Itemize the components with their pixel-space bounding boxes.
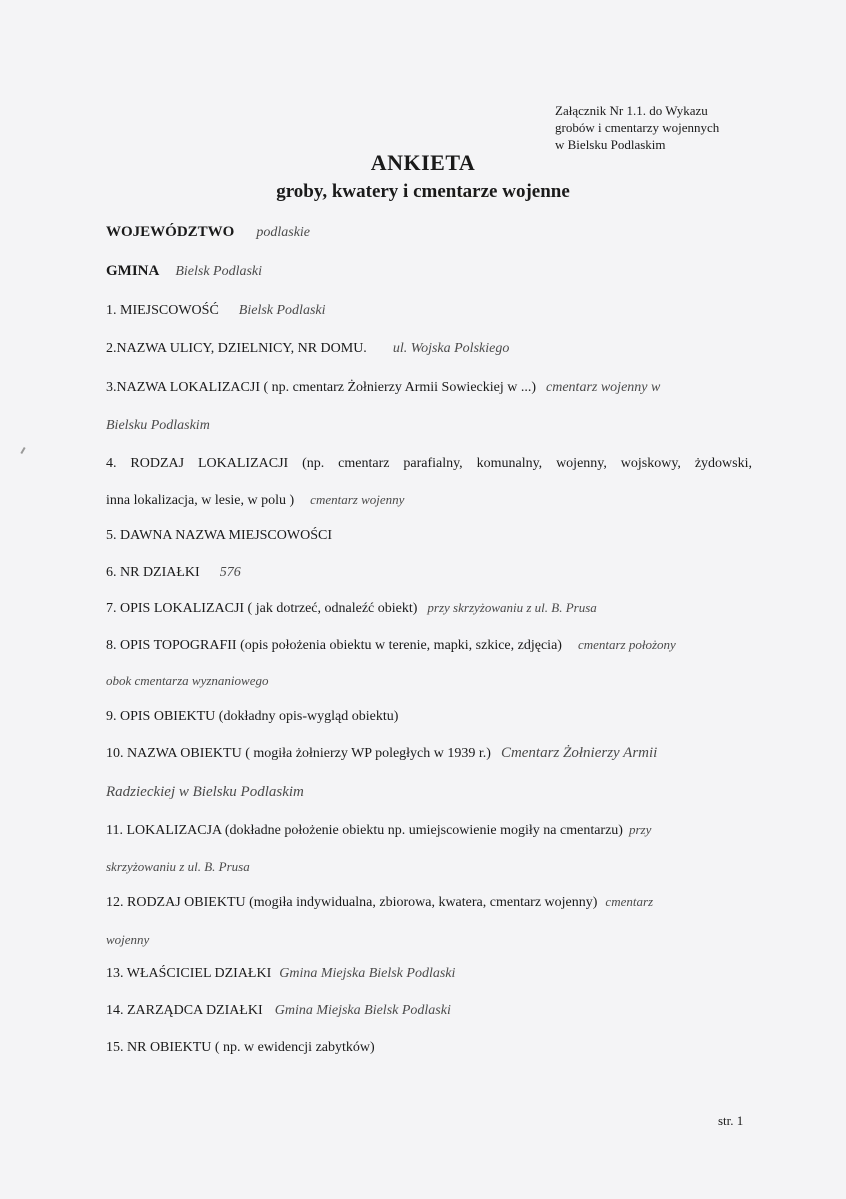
field-value: przy skrzyżowaniu z ul. B. Prusa [427, 600, 597, 615]
field-value-continuation: Radzieckiej w Bielsku Podlaskim [106, 784, 304, 800]
field-label: WOJEWÓDZTWO [106, 224, 235, 240]
field-label: 1. MIEJSCOWOŚĆ [106, 303, 219, 318]
field-miejscowosc [106, 303, 752, 319]
field-rodzaj-lokalizacji-line2 [106, 492, 752, 509]
field-value: Cmentarz Żołnierzy Armii [500, 745, 658, 761]
field-label: 5. DAWNA NAZWA MIEJSCOWOŚCI [106, 528, 332, 543]
field-label: inna lokalizacja, w lesie, w polu ) [106, 493, 295, 508]
field-label: 13. WŁAŚCICIEL DZIAŁKI [106, 966, 272, 981]
document-title: ANKIETA [370, 150, 476, 175]
field-nr-dzialki [106, 565, 752, 581]
field-value: cmentarz [605, 894, 654, 909]
field-label: 12. RODZAJ OBIEKTU (mogiła indywidualna, zbiorowa, kwatera, cmentarz wojenny) [106, 895, 598, 910]
field-value-continuation: skrzyżowaniu z ul. B. Prusa [106, 859, 250, 874]
field-nr-obiektu [106, 1040, 752, 1056]
field-dawna-nazwa [106, 528, 752, 544]
field-label: 3.NAZWA LOKALIZACJI ( np. cmentarz Żołnierzy Armii Sowieckiej w ...) [106, 380, 537, 395]
field-value: cmentarz położony [577, 637, 676, 652]
field-opis-obiektu [106, 709, 752, 725]
field-label: 14. ZARZĄDCA DZIAŁKI [106, 1003, 263, 1018]
field-value: Bielsk Podlaski [175, 264, 263, 279]
field-label: 7. OPIS LOKALIZACJI ( jak dotrzeć, odnaleźć obiekt) [106, 601, 418, 616]
field-value: podlaskie [256, 225, 311, 240]
field-value-continuation: wojenny [106, 932, 150, 947]
annex-line: w Bielsku Podlaskim [555, 137, 666, 152]
field-wojewodztwo [106, 224, 752, 241]
field-label: 10. NAZWA OBIEKTU ( mogiła żołnierzy WP poległych w 1939 r.) [106, 746, 491, 761]
field-label: 11. LOKALIZACJA (dokładne położenie obiektu np. umiejscowienie mogiły na cmentarzu) [106, 823, 623, 838]
field-nazwa-ulicy [106, 341, 752, 357]
field-opis-topografii [106, 637, 752, 654]
field-label: 8. OPIS TOPOGRAFII (opis położenia obiektu w terenie, mapki, szkice, zdjęcia) [106, 638, 562, 653]
annex-line: grobów i cmentarzy wojennych [555, 120, 720, 135]
field-value: Gmina Miejska Bielsk Podlaski [279, 966, 456, 981]
field-value-continuation: Bielsku Podlaskim [106, 418, 210, 433]
field-value: cmentarz wojenny [310, 492, 405, 507]
field-label: 9. OPIS OBIEKTU (dokładny opis-wygląd obiektu) [106, 709, 399, 724]
field-label: 6. NR DZIAŁKI [106, 565, 200, 580]
document-subtitle: groby, kwatery i cmentarze wojenne [276, 181, 570, 202]
field-value: przy [628, 822, 652, 837]
field-gmina [106, 263, 752, 280]
annex-note [555, 102, 815, 153]
field-value: ul. Wojska Polskiego [392, 341, 510, 356]
field-wlasciciel-dzialki [106, 966, 752, 982]
field-value: Bielsk Podlaski [238, 303, 326, 318]
field-rodzaj-obiektu [106, 894, 752, 911]
field-rodzaj-lokalizacji: 4. RODZAJ LOKALIZACJI (np. cmentarz parafialny, komunalny, wojenny, wojskowy, żydowski, [106, 456, 752, 471]
field-zarzadca-dzialki [106, 1003, 752, 1019]
page-number: str. 1 [718, 1113, 744, 1128]
field-value-continuation: obok cmentarza wyznaniowego [106, 673, 269, 688]
field-opis-lokalizacji [106, 600, 752, 617]
field-value: cmentarz wojenny w [546, 380, 661, 395]
field-value: 576 [219, 565, 241, 580]
field-nazwa-lokalizacji [106, 380, 752, 396]
field-lokalizacja [106, 822, 752, 839]
scan-speck [20, 447, 25, 454]
field-label: 15. NR OBIEKTU ( np. w ewidencji zabytków) [106, 1040, 375, 1055]
field-label: 2.NAZWA ULICY, DZIELNICY, NR DOMU. [106, 341, 367, 356]
field-label: GMINA [106, 263, 160, 279]
annex-line: Załącznik Nr 1.1. do Wykazu [555, 103, 708, 118]
field-nazwa-obiektu [106, 745, 752, 762]
field-value: Gmina Miejska Bielsk Podlaski [274, 1003, 451, 1018]
